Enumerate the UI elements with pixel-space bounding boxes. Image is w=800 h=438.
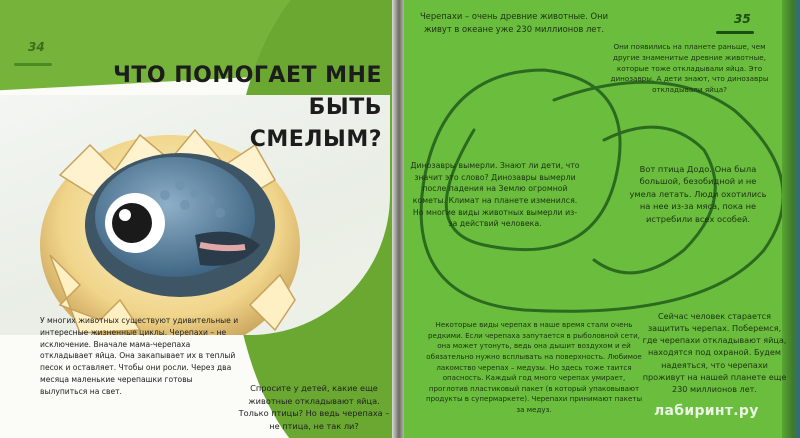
question-paragraph: Спросите у детей, какие еще животные откладывают яйца. Только птицы? Но ведь черепаха – не птица, не так ли? — [238, 383, 390, 432]
page-number-right: 35 — [734, 12, 751, 26]
heading-line-1: ЧТО ПОМОГАЕТ МНЕ БЫТЬ — [113, 63, 382, 120]
right-page — [404, 0, 800, 438]
heading-line-2: СМЕЛЫМ? — [249, 126, 382, 152]
watermark: лабиринт.ру — [654, 403, 759, 419]
page-number-underline-right — [716, 31, 754, 34]
page-number-left: 34 — [28, 40, 45, 54]
intro-paragraph: У многих животных существуют удивительные и интересные жизненные циклы. Черепахи – не исключение. Вначале мама-черепаха откладывает яйца. Она закапывает их в теплый песок и оставляет. Чтобы они росли. Через два месяца маленькие черепашки готовы вылупиться на свет. — [40, 316, 239, 396]
page-number-underline-left — [14, 63, 52, 66]
text-block-3: Динозавры вымерли. Знают ли дети, что значит это слово? Динозавры вымерли после падения на Землю огромной кометы. Климат на планете изменился. Но многие виды животных вымерли из-за действий человека. — [410, 161, 580, 229]
text-block-4: Вот птица Додо. Она была большой, безобидной и не умела летать. Люди охотились на нее из-за мяса, пока не истребили всех особей. — [629, 164, 767, 224]
text-block-2: Они появились на планете раньше, чем другие знаменитые древние животные, которые тоже откладывали яйца. Это динозавры. А дети знают, что динозавры откладывали яйца? — [610, 42, 769, 95]
text-block-5: Некоторые виды черепах в наше время стали очень редкими. Если черепаха запутается в рыболовной сети, она может утонуть, ведь она дышит воздухом и ей обязательно нужно всплывать на поверхность. Любимое лакомство черепах – медузы. Но здесь тоже таится опасность. Каждый год много черепах умирает, проглотив пластиковый пакет (в который упаковывают продукты в супермаркете). Черепахи принимают пакеты за медуз. — [425, 320, 643, 415]
text-block-1: Черепахи – очень древние животные. Они живут в океане уже 230 миллионов лет. — [419, 11, 609, 34]
page-heading — [112, 60, 382, 156]
text-block-6: Сейчас человек старается защитить черепах. Поберемся, где черепахи откладывают яйца, находятся под охраной. Будем надеяться, что черепахи проживут на нашей планете еще 230 миллионов лет. — [642, 311, 787, 394]
